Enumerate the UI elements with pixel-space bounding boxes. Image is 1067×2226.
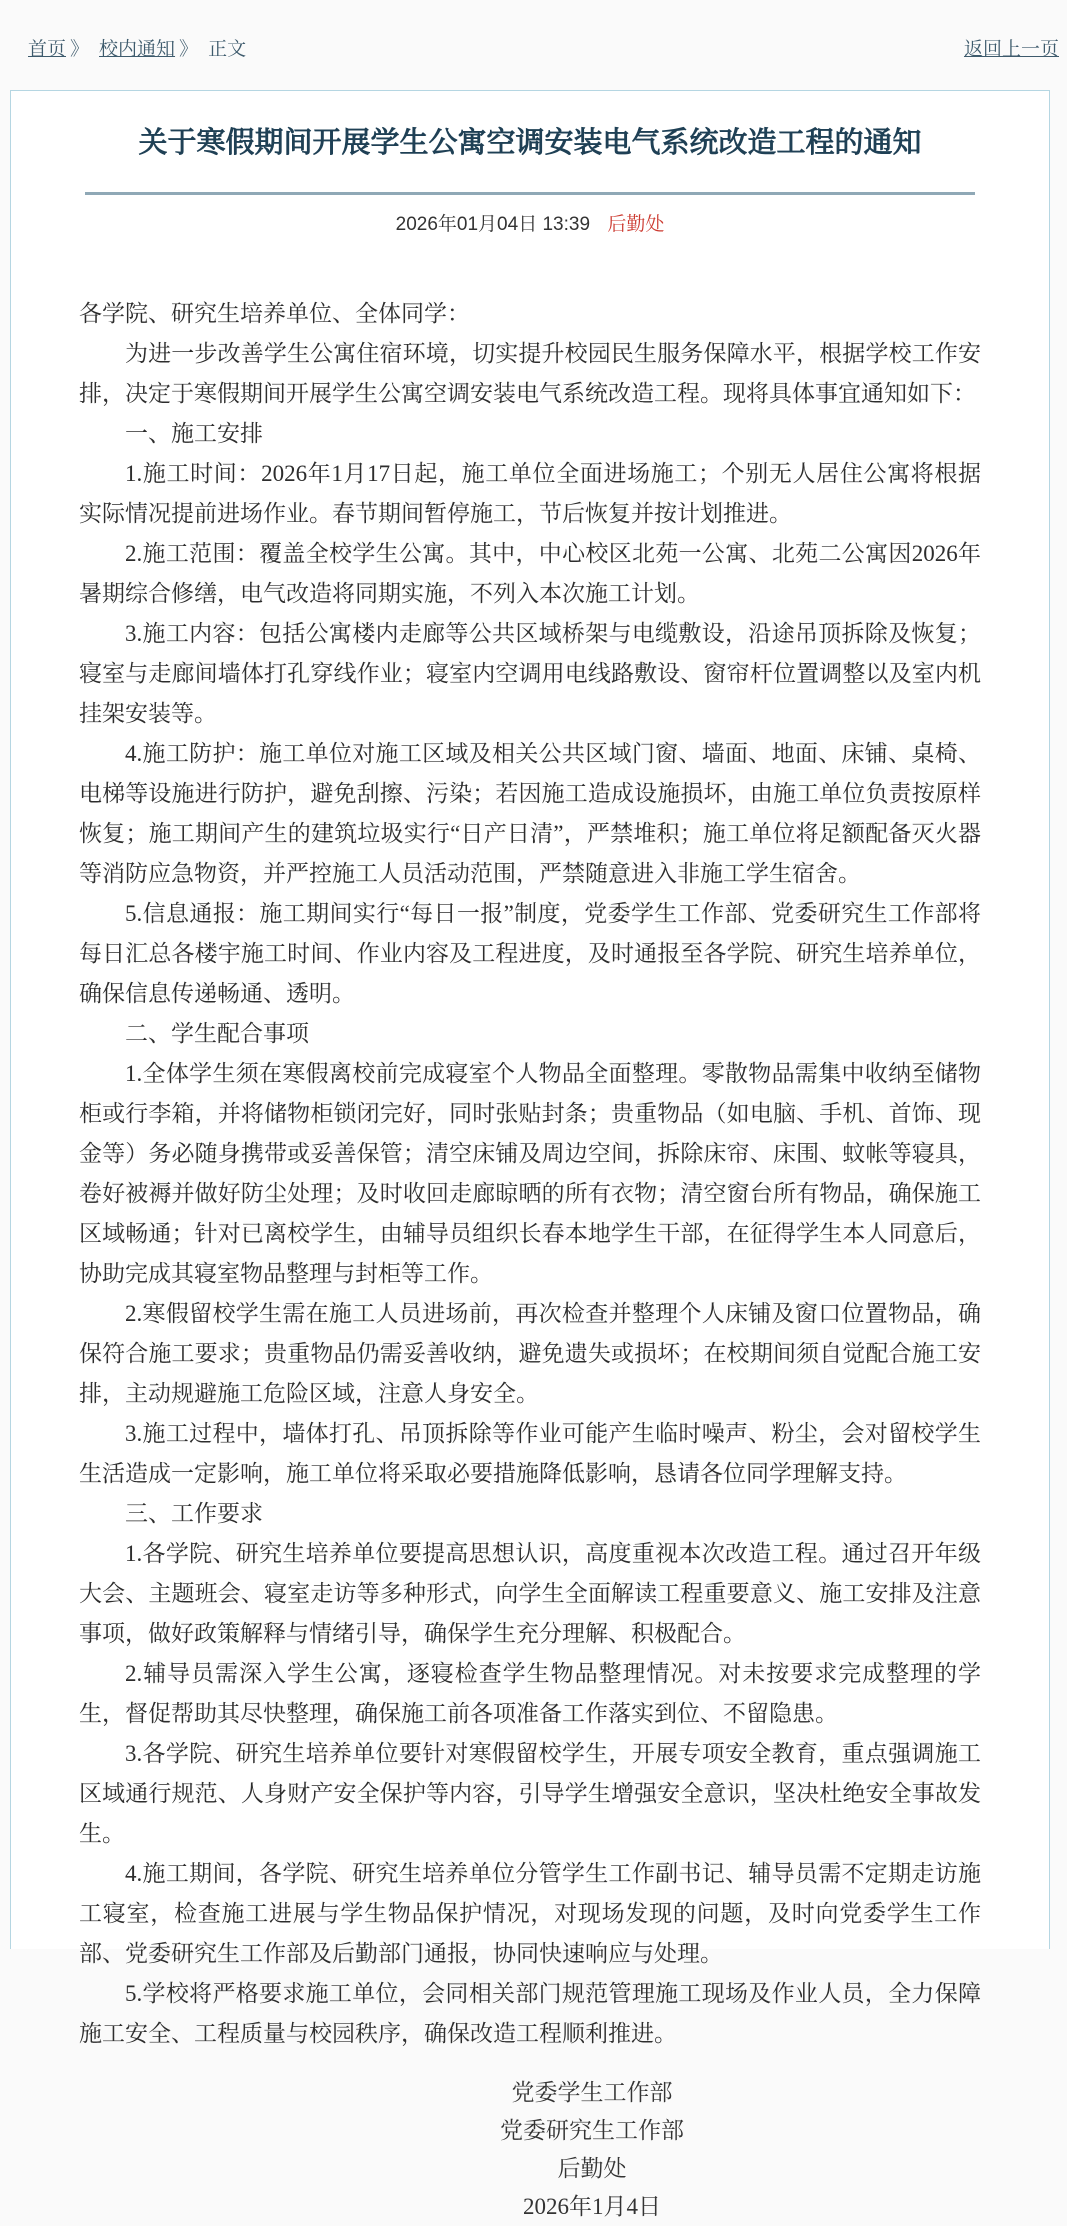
paragraph: 5.学校将严格要求施工单位，会同相关部门规范管理施工现场及作业人员，全力保障施工安全、工程质量与校园秩序，确保改造工程顺利推进。 — [79, 1980, 981, 2046]
signature-line: 后勤处 — [557, 2155, 627, 2181]
publish-department: 后勤处 — [607, 213, 665, 235]
paragraph-list — [79, 334, 981, 2054]
paragraph: 2.施工范围：覆盖全校学生公寓。其中，中心校区北苑一公寓、北苑二公寓因2026年暑期综合修缮，电气改造将同期实施，不列入本次施工计划。 — [79, 540, 981, 606]
date-line — [11, 209, 1049, 236]
breadcrumb — [0, 34, 1067, 61]
breadcrumb-link-home[interactable]: 首页 — [28, 39, 67, 60]
page-title: 关于寒假期间开展学生公寓空调安装电气系统改造工程的通知 — [138, 127, 922, 159]
paragraph: 5.信息通报：施工期间实行“每日一报”制度，党委学生工作部、党委研究生工作部将每日汇总各楼宇施工时间、作业内容及工程进度，及时通报至各学院、研究生培养单位，确保信息传递畅通、透明。 — [79, 900, 981, 1006]
salutation: 各学院、研究生培养单位、全体同学： — [79, 300, 470, 326]
paragraph: 3.各学院、研究生培养单位要针对寒假留校学生，开展专项安全教育，重点强调施工区域通行规范、人身财产安全保护等内容，引导学生增强安全意识，坚决杜绝安全事故发生。 — [79, 1740, 981, 1846]
paragraph: 二、学生配合事项 — [125, 1020, 309, 1046]
breadcrumb-separator: 》 — [179, 39, 199, 60]
paragraph: 1.各学院、研究生培养单位要提高思想认识，高度重视本次改造工程。通过召开年级大会、主题班会、寝室走访等多种形式，向学生全面解读工程重要意义、施工安排及注意事项，做好政策解释与情绪引导，确保学生充分理解、积极配合。 — [79, 1540, 981, 1646]
paragraph: 3.施工过程中，墙体打孔、吊顶拆除等作业可能产生临时噪声、粉尘，会对留校学生生活造成一定影响，施工单位将采取必要措施降低影响，恳请各位同学理解支持。 — [79, 1420, 981, 1486]
paragraph: 3.施工内容：包括公寓楼内走廊等公共区域桥架与电缆敷设，沿途吊顶拆除及恢复；寝室与走廊间墙体打孔穿线作业；寝室内空调用电线路敷设、窗帘杆位置调整以及室内机挂架安装等。 — [79, 620, 981, 726]
signature-line: 党委学生工作部 — [511, 2079, 673, 2105]
paragraph: 2.辅导员需深入学生公寓，逐寝检查学生物品整理情况。对未按要求完成整理的学生，督促帮助其尽快整理，确保施工前各项准备工作落实到位、不留隐患。 — [79, 1660, 981, 1726]
notice-card — [10, 90, 1050, 2219]
breadcrumb-separator: 》 — [70, 39, 90, 60]
signature-line: 党委研究生工作部 — [500, 2117, 684, 2143]
paragraph: 三、工作要求 — [125, 1500, 263, 1526]
title-divider — [85, 192, 975, 195]
back-to-previous-link[interactable]: 返回上一页 — [963, 39, 1059, 60]
paragraph: 一、施工安排 — [125, 420, 263, 446]
paragraph: 1.施工时间：2026年1月17日起，施工单位全面进场施工；个别无人居住公寓将根据实际情况提前进场作业。春节期间暂停施工，节后恢复并按计划推进。 — [79, 460, 981, 526]
paragraph: 2.寒假留校学生需在施工人员进场前，再次检查并整理个人床铺及窗口位置物品，确保符合施工要求；贵重物品仍需妥善收纳，避免遗失或损坏；在校期间须自觉配合施工安排，主动规避施工危险区域，注意人身安全。 — [79, 1300, 981, 1406]
signature-line: 2026年1月4日 — [523, 2193, 661, 2219]
signature-block — [141, 2074, 1043, 2226]
paragraph: 为进一步改善学生公寓住宿环境，切实提升校园民生服务保障水平，根据学校工作安排，决定于寒假期间开展学生公寓空调安装电气系统改造工程。现将具体事宜通知如下： — [79, 340, 981, 406]
breadcrumb-trail — [28, 34, 246, 61]
breadcrumb-current: 正文 — [208, 39, 247, 60]
paragraph: 4.施工防护：施工单位对施工区域及相关公共区域门窗、墙面、地面、床铺、桌椅、电梯等设施进行防护，避免刮擦、污染；若因施工造成设施损坏，由施工单位负责按原样恢复；施工期间产生的建筑垃圾实行“日产日清”，严禁堆积；施工单位将足额配备灭火器等消防应急物资，并严控施工人员活动范围，严禁随意进入非施工学生宿舍。 — [79, 740, 981, 886]
publish-date: 2026年01月04日 13:39 — [395, 213, 591, 235]
paragraph: 4.施工期间，各学院、研究生培养单位分管学生工作副书记、辅导员需不定期走访施工寝室，检查施工进展与学生物品保护情况，对现场发现的问题，及时向党委学生工作部、党委研究生工作部及后勤部门通报，协同快速响应与处理。 — [79, 1860, 981, 1966]
breadcrumb-link-campus-notice[interactable]: 校内通知 — [99, 39, 176, 60]
article-body — [79, 294, 981, 2226]
paragraph: 1.全体学生须在寒假离校前完成寝室个人物品全面整理。零散物品需集中收纳至储物柜或行李箱，并将储物柜锁闭完好，同时张贴封条；贵重物品（如电脑、手机、首饰、现金等）务必随身携带或妥善保管；清空床铺及周边空间，拆除床帘、床围、蚊帐等寝具，卷好被褥并做好防尘处理；及时收回走廊晾晒的所有衣物；清空窗台所有物品，确保施工区域畅通；针对已离校学生，由辅导员组织长春本地学生干部，在征得学生本人同意后，协助完成其寝室物品整理与封柜等工作。 — [79, 1060, 981, 1286]
